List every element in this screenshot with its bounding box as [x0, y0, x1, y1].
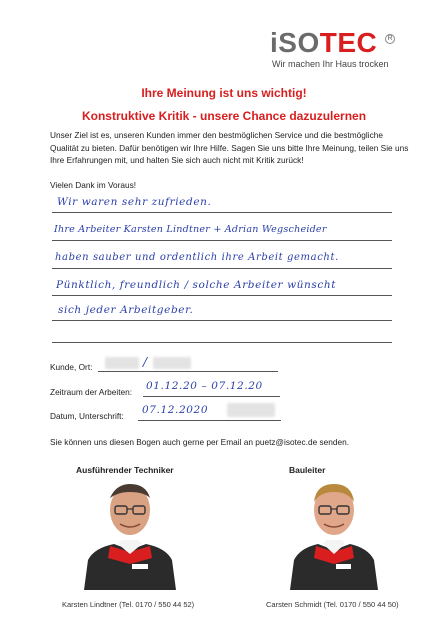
period-label: Zeitraum der Arbeiten:: [50, 387, 133, 397]
customer-separator: /: [143, 355, 148, 369]
ruled-line: [52, 295, 392, 296]
redacted-customer-name: [105, 357, 139, 369]
registered-mark-icon: R: [385, 34, 395, 44]
feedback-line-4: Pünktlich, freundlich / solche Arbeiter wünscht: [56, 279, 337, 291]
technician-caption: Karsten Lindtner (Tel. 0170 / 550 44 52): [62, 600, 195, 609]
ruled-line: [52, 212, 392, 213]
customer-underline: [98, 371, 278, 372]
thanks-text: Vielen Dank im Voraus!: [50, 180, 137, 190]
page-subheading: Konstruktive Kritik - unsere Chance dazuzulernen: [81, 109, 367, 123]
date-label: Datum, Unterschrift:: [50, 411, 124, 421]
ruled-line: [52, 320, 392, 321]
feedback-line-1: Wir waren sehr zufrieden.: [57, 196, 212, 208]
ruled-line: [52, 268, 392, 269]
logo-claim: Wir machen Ihr Haus trocken: [272, 59, 389, 69]
role-site-manager: Bauleiter: [289, 465, 326, 475]
date-value: 07.12.2020: [142, 404, 209, 416]
feedback-line-3: haben sauber und ordentlich ihre Arbeit gemacht.: [55, 252, 339, 263]
ruled-line: [52, 240, 392, 241]
intro-text: Unser Ziel ist es, unseren Kunden immer den bestmöglichen Service und die bestmögliche Qualität zu bieten. Dafür benötigen wir Ihre Hilfe. Sagen Sie uns bitte Ihre Meinung, teilen Sie uns Ihre Erfahrungen mit, und halten Sie sich auch nicht mit Kritik zurück!: [50, 130, 409, 165]
logo-wordmark: [270, 28, 377, 58]
site-manager-photo: [288, 478, 380, 590]
date-underline: [138, 420, 281, 421]
customer-label: Kunde, Ort:: [50, 362, 93, 372]
logo-tec: TEC: [319, 27, 378, 58]
redacted-signature: [227, 403, 275, 417]
period-value: 01.12.20 – 07.12.20: [146, 380, 263, 392]
role-technician: Ausführender Techniker: [76, 465, 174, 475]
page-heading: Ihre Meinung ist uns wichtig!: [141, 86, 307, 100]
ruled-line: [52, 342, 392, 343]
period-underline: [143, 396, 280, 397]
isotec-logo: [270, 28, 420, 78]
email-note: Sie können uns diesen Bogen auch gerne per Email an puetz@isotec.de senden.: [50, 437, 350, 447]
technician-photo: [80, 478, 180, 590]
redacted-customer-place: [153, 357, 191, 369]
feedback-line-5: sich jeder Arbeitgeber.: [58, 304, 194, 316]
feedback-line-2: Ihre Arbeiter Karsten Lindtner + Adrian Wegscheider: [54, 224, 327, 235]
logo-iso: iSO: [270, 27, 320, 58]
site-manager-caption: Carsten Schmidt (Tel. 0170 / 550 44 50): [266, 600, 399, 609]
